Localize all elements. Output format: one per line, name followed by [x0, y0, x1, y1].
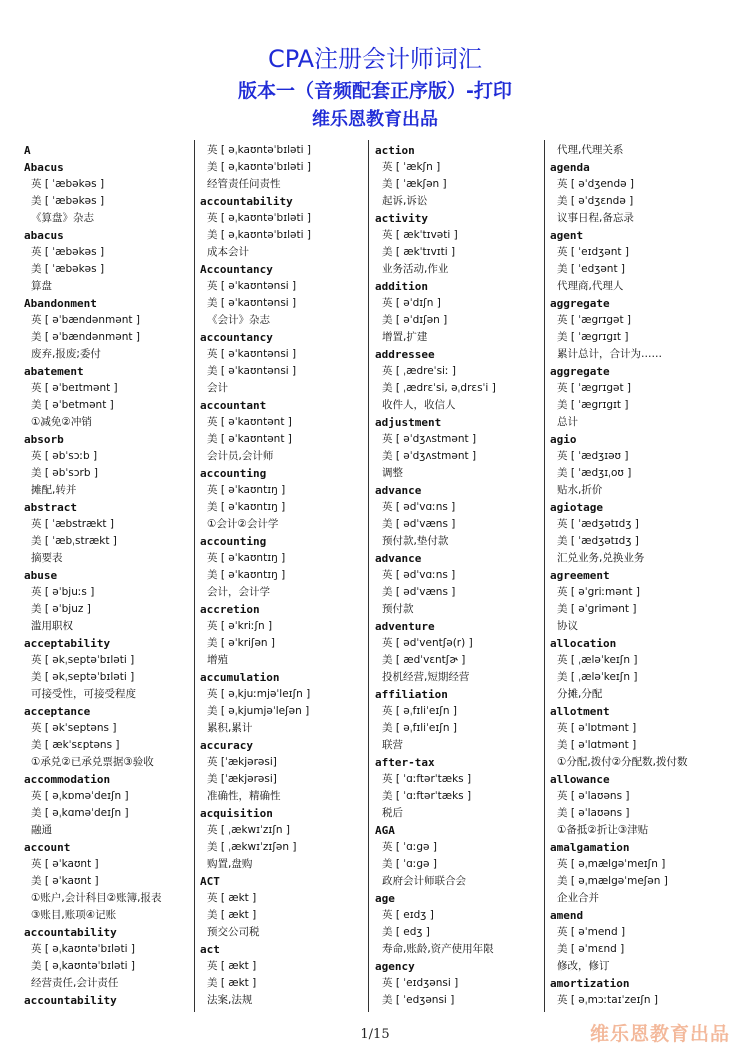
- pronunciation: 美 [ əˈlɑtmənt ]: [557, 739, 637, 751]
- vocab-word: addressee: [375, 348, 435, 361]
- definition: 起诉,诉讼: [382, 195, 428, 207]
- vocab-column-3: [375, 142, 537, 1014]
- vocab-word: after-tax: [375, 756, 435, 769]
- pronunciation: 美 [ əˌkɑməˈdeɪʃn ]: [31, 807, 129, 819]
- vocab-column-2: [200, 142, 362, 1014]
- definition: 收件人，收信人: [382, 399, 456, 411]
- pronunciation: 英 [ ˈægrɪgət ]: [557, 382, 632, 394]
- definition: 废弃,报废;委付: [31, 348, 101, 360]
- vocab-word: amend: [550, 909, 584, 922]
- definition: 预付款,垫付款: [382, 535, 449, 547]
- column-divider: [544, 140, 545, 1012]
- vocab-word: allotment: [550, 705, 610, 718]
- pronunciation: 英 [ ədˈvɑːns ]: [382, 501, 456, 513]
- page-number: 1/15: [360, 1027, 390, 1042]
- pronunciation: 美 [ ˈedʒənsi ]: [382, 994, 455, 1006]
- pronunciation: 美 [ edʒ ]: [382, 926, 430, 938]
- definition: 滥用职权: [31, 620, 73, 632]
- vocab-word: abuse: [24, 569, 58, 582]
- definition: 《算盘》杂志: [31, 212, 94, 224]
- vocab-word: A: [24, 144, 31, 157]
- pronunciation: 美 [ əˌkaʊntəˈbɪləti ]: [31, 960, 135, 972]
- definition: 协议: [557, 620, 578, 632]
- definition: 投机经营,短期经营: [382, 671, 470, 683]
- vocab-word: advance: [375, 552, 422, 565]
- pronunciation: 美 [ ˈedʒənt ]: [557, 263, 626, 275]
- pronunciation: 美 [ əbˈsɔrb ]: [31, 467, 98, 479]
- pronunciation: 英 [ˈækjərəsi]: [207, 756, 277, 768]
- pronunciation: 美 [ ˈægrɪgɪt ]: [557, 331, 629, 343]
- pronunciation: 英 [ ˈæbəkəs ]: [31, 178, 105, 190]
- vocab-word: aggregate: [550, 297, 610, 310]
- vocab-word: adjustment: [375, 416, 442, 429]
- pronunciation: 英 [ ˈɑːgə ]: [382, 841, 437, 853]
- pronunciation: 美 [ ˈæbˌstrækt ]: [31, 535, 117, 547]
- pronunciation: 英 [ əˈlaʊəns ]: [557, 790, 630, 802]
- definition: 摘要表: [31, 552, 63, 564]
- pronunciation: 美 [ ækˈsɛptəns ]: [31, 739, 120, 751]
- definition: 分摊,分配: [557, 688, 603, 700]
- pronunciation: 英 [ ˈæbəkəs ]: [31, 246, 105, 258]
- definition: 调整: [382, 467, 403, 479]
- pronunciation: 美 [ əˌkaʊntəˈbɪləti ]: [207, 161, 311, 173]
- definition: 会计: [207, 382, 228, 394]
- definition: 寿命,账龄,资产使用年限: [382, 943, 494, 955]
- pronunciation: 英 [ ˈæbstrækt ]: [31, 518, 114, 530]
- pronunciation: 英 [ əˌmɔːtaɪˈzeɪʃn ]: [557, 994, 658, 1006]
- vocab-word: accounting: [200, 535, 267, 548]
- vocab-word: Accountancy: [200, 263, 273, 276]
- pronunciation: 英 [ əkˌseptəˈbɪləti ]: [31, 654, 135, 666]
- vocab-word: amortization: [550, 977, 630, 990]
- vocab-word: Abacus: [24, 161, 64, 174]
- pronunciation: 美 [ əˈkaʊntənsi ]: [207, 297, 297, 309]
- pronunciation: 美 [ əˌkaʊntəˈbɪləti ]: [207, 229, 311, 241]
- vocab-word: AGA: [375, 824, 395, 837]
- pronunciation: 美 [ ədˈvæns ]: [382, 518, 456, 530]
- pronunciation: 美 [ əˈmɛnd ]: [557, 943, 625, 955]
- pronunciation: 美 [ ˈɑːgə ]: [382, 858, 437, 870]
- vocab-word: ACT: [200, 875, 220, 888]
- pronunciation: 英 [ əˌkjuːmjəˈleɪʃn ]: [207, 688, 311, 700]
- definition: 增置,扩建: [382, 331, 428, 343]
- definition: ①备抵②折让③津贴: [557, 824, 649, 836]
- pronunciation: 美 [ əˈkaʊnt ]: [31, 875, 99, 887]
- definition: 经管责任问责性: [207, 178, 281, 190]
- pronunciation: 美 [ əˈkaʊntənt ]: [207, 433, 292, 445]
- definition: 修改，修订: [557, 960, 610, 972]
- definition: 累计总计，合计为……: [557, 348, 662, 360]
- pronunciation: 英 [ əˈdʒʌstmənt ]: [382, 433, 477, 445]
- pronunciation: 英 [ ˈægrɪgət ]: [557, 314, 632, 326]
- pronunciation: 英 [ əbˈsɔːb ]: [31, 450, 98, 462]
- vocab-word: acceptance: [24, 705, 91, 718]
- pronunciation: 英 [ ˌækwɪˈzɪʃn ]: [207, 824, 290, 836]
- definition: 总计: [557, 416, 578, 428]
- pronunciation: 美 [ əˌfɪliˈeɪʃn ]: [382, 722, 457, 734]
- pronunciation: 英 [ əˈkaʊntənt ]: [207, 416, 292, 428]
- pronunciation: 英 [ eɪdʒ ]: [382, 909, 434, 921]
- definition: 购置,盘购: [207, 858, 253, 870]
- pronunciation: 美 [ əˈkaʊntɪŋ ]: [207, 501, 286, 513]
- pronunciation: 英 [ ˈeɪdʒənt ]: [557, 246, 629, 258]
- vocab-word: accountability: [24, 926, 117, 939]
- pronunciation: 英 [ əˌkɒməˈdeɪʃn ]: [31, 790, 129, 802]
- pronunciation: 英 [ əˈkaʊntənsi ]: [207, 348, 297, 360]
- vocab-word: accommodation: [24, 773, 111, 786]
- pronunciation: 英 [ ədˈvɑːns ]: [382, 569, 456, 581]
- column-divider: [368, 140, 369, 1012]
- pronunciation: 英 [ əˌkaʊntəˈbɪləti ]: [31, 943, 135, 955]
- document-title: CPA注册会计师词汇: [267, 45, 483, 73]
- definition: 增殖: [207, 654, 228, 666]
- pronunciation: 美 [ ˈædʒɪˌoʊ ]: [557, 467, 632, 479]
- pronunciation: 美 [ əˈbændənmənt ]: [31, 331, 140, 343]
- pronunciation: 美 [ əˈkaʊntənsi ]: [207, 365, 297, 377]
- pronunciation: 英 [ ækt ]: [207, 960, 257, 972]
- definition: 可接受性，可接受程度: [31, 688, 136, 700]
- pronunciation: 英 [ əˈdʒendə ]: [557, 178, 635, 190]
- definition: 摊配,转并: [31, 484, 77, 496]
- vocab-word: activity: [375, 212, 428, 225]
- pronunciation: 英 [ ækt ]: [207, 892, 257, 904]
- pronunciation: 美 [ ˈæbəkəs ]: [31, 263, 105, 275]
- pronunciation: 英 [ əˌmælgəˈmeɪʃn ]: [557, 858, 666, 870]
- pronunciation: 美 [ ˌækwɪˈzɪʃən ]: [207, 841, 297, 853]
- pronunciation: 美 [ ˈɑːftərˈtæks ]: [382, 790, 472, 802]
- vocab-word: acquisition: [200, 807, 273, 820]
- pronunciation: 美 [ əˌmælgəˈmeʃən ]: [557, 875, 668, 887]
- vocab-word: action: [375, 144, 415, 157]
- definition: ③账目,账项④记账: [31, 909, 117, 921]
- pronunciation: 英 [ ˈædʒɪəʊ ]: [557, 450, 629, 462]
- vocab-word: advance: [375, 484, 422, 497]
- vocab-word: agent: [550, 229, 584, 242]
- vocab-word: accountability: [24, 994, 117, 1007]
- pronunciation: 美 [ əˈbjuz ]: [31, 603, 91, 615]
- column-divider: [194, 140, 195, 1012]
- definition: 会计，会计学: [207, 586, 270, 598]
- pronunciation: 英 [ ədˈventʃə(r) ]: [382, 637, 473, 649]
- vocab-word: abatement: [24, 365, 84, 378]
- pronunciation: 英 [ əˈkaʊnt ]: [31, 858, 99, 870]
- pronunciation: 英 [ əˌfɪliˈeɪʃn ]: [382, 705, 457, 717]
- definition: 议事日程,备忘录: [557, 212, 634, 224]
- definition: 融通: [31, 824, 52, 836]
- definition: 成本会计: [207, 246, 249, 258]
- vocab-word: abacus: [24, 229, 64, 242]
- pronunciation: 美 [ əˈkaʊntɪŋ ]: [207, 569, 286, 581]
- pronunciation: 美 [ əˈkriʃən ]: [207, 637, 276, 649]
- vocab-word: agiotage: [550, 501, 603, 514]
- definition: 会计员,会计师: [207, 450, 274, 462]
- vocab-word: accountability: [200, 195, 293, 208]
- pronunciation: 美 [ ˈædʒətɪdʒ ]: [557, 535, 639, 547]
- vocab-word: agreement: [550, 569, 610, 582]
- definition: ①会计②会计学: [207, 518, 279, 530]
- vocab-word: amalgamation: [550, 841, 630, 854]
- pronunciation: 美 [ əkˌseptəˈbɪləti ]: [31, 671, 135, 683]
- vocab-word: agency: [375, 960, 415, 973]
- pronunciation: 美 [ əˈdʒʌstmənt ]: [382, 450, 477, 462]
- pronunciation: 英 [ ˈædʒətɪdʒ ]: [557, 518, 639, 530]
- pronunciation: 美 [ ædˈvɛntʃɚ ]: [382, 654, 466, 666]
- definition: 累积,累计: [207, 722, 253, 734]
- pronunciation: 美 [ əˈbetmənt ]: [31, 399, 114, 411]
- definition: 预付款: [382, 603, 414, 615]
- vocab-word: Abandonment: [24, 297, 97, 310]
- pronunciation: 美 [ˈækjərəsi]: [207, 773, 277, 785]
- definition: ①账户,会计科目②账簿,报表: [31, 892, 162, 904]
- definition: 企业合并: [557, 892, 599, 904]
- vocab-word: aggregate: [550, 365, 610, 378]
- pronunciation: 美 [ ədˈvæns ]: [382, 586, 456, 598]
- pronunciation: 美 [ əˈdɪʃən ]: [382, 314, 448, 326]
- vocab-word: accountant: [200, 399, 267, 412]
- pronunciation: 英 [ əˈkaʊntɪŋ ]: [207, 484, 286, 496]
- pronunciation: 英 [ ˈɑːftərˈtæks ]: [382, 773, 472, 785]
- vocab-word: allocation: [550, 637, 617, 650]
- definition: 汇兑业务,兑换业务: [557, 552, 645, 564]
- vocab-word: accuracy: [200, 739, 253, 752]
- vocab-word: addition: [375, 280, 428, 293]
- definition: 法案,法规: [207, 994, 253, 1006]
- vocab-word: agio: [550, 433, 577, 446]
- definition: 《会计》杂志: [207, 314, 270, 326]
- vocab-word: accumulation: [200, 671, 280, 684]
- document-subtitle: 版本一（音频配套正序版）-打印: [238, 80, 512, 102]
- pronunciation: 英 [ əˈdɪʃn ]: [382, 297, 441, 309]
- pronunciation: 英 [ əˌkaʊntəˈbɪləti ]: [207, 212, 311, 224]
- vocab-column-4: [550, 142, 728, 1014]
- pronunciation: 英 [ əkˈseptəns ]: [31, 722, 117, 734]
- definition: 预交公司税: [207, 926, 260, 938]
- pronunciation: 美 [ əˈgrimənt ]: [557, 603, 637, 615]
- pronunciation: 美 [ ækt ]: [207, 909, 257, 921]
- vocab-word: age: [375, 892, 395, 905]
- vocab-word: abstract: [24, 501, 77, 514]
- vocab-word: accretion: [200, 603, 260, 616]
- pronunciation: 英 [ ˌædreˈsiː ]: [382, 365, 456, 377]
- pronunciation: 英 [ əˈbjuːs ]: [31, 586, 95, 598]
- pronunciation: 英 [ əˈkaʊntɪŋ ]: [207, 552, 286, 564]
- pronunciation: 美 [ ˈæbəkəs ]: [31, 195, 105, 207]
- definition: 联营: [382, 739, 403, 751]
- pronunciation: 英 [ ˈækʃn ]: [382, 161, 441, 173]
- pronunciation: 美 [ ækt ]: [207, 977, 257, 989]
- pronunciation: 英 [ əˈgriːmənt ]: [557, 586, 640, 598]
- pronunciation: 美 [ ˈækʃən ]: [382, 178, 447, 190]
- pronunciation: 英 [ ˌæləˈkeɪʃn ]: [557, 654, 638, 666]
- definition: 代理,代理关系: [557, 144, 624, 156]
- definition: 准确性，精确性: [207, 790, 281, 802]
- vocab-word: allowance: [550, 773, 610, 786]
- vocab-word: account: [24, 841, 71, 854]
- pronunciation: 美 [ əˈdʒɛndə ]: [557, 195, 634, 207]
- vocab-word: adventure: [375, 620, 435, 633]
- pronunciation: 英 [ əˌkaʊntəˈbɪləti ]: [207, 144, 311, 156]
- definition: ①分配,拨付②分配数,拨付数: [557, 756, 688, 768]
- vocab-word: affiliation: [375, 688, 448, 701]
- pronunciation: 英 [ ækˈtɪvəti ]: [382, 229, 458, 241]
- vocab-column-1: [24, 142, 190, 1014]
- definition: ①减免②冲销: [31, 416, 92, 428]
- pronunciation: 美 [ ˌædrɛˈsi, əˌdrɛsˈi ]: [382, 382, 496, 394]
- pronunciation: 英 [ əˈlɒtmənt ]: [557, 722, 637, 734]
- pronunciation: 英 [ əˈkriːʃn ]: [207, 620, 273, 632]
- pronunciation: 英 [ əˈmend ]: [557, 926, 626, 938]
- vocab-word: absorb: [24, 433, 64, 446]
- pronunciation: 美 [ əˈlaʊəns ]: [557, 807, 630, 819]
- watermark-logo: 维乐恩教育出品: [590, 1023, 731, 1045]
- pronunciation: 美 [ ækˈtɪvɪti ]: [382, 246, 456, 258]
- pronunciation: 美 [ ˈægrɪgɪt ]: [557, 399, 629, 411]
- definition: 算盘: [31, 280, 52, 292]
- definition: 政府会计师联合会: [382, 875, 466, 887]
- vocab-word: accountancy: [200, 331, 273, 344]
- pronunciation: 英 [ ˈeɪdʒənsi ]: [382, 977, 459, 989]
- pronunciation: 英 [ əˈkaʊntənsi ]: [207, 280, 297, 292]
- pronunciation: 美 [ ˌæləˈkeɪʃn ]: [557, 671, 638, 683]
- vocab-word: act: [200, 943, 220, 956]
- vocab-word: agenda: [550, 161, 590, 174]
- pronunciation: 美 [ əˌkjumjəˈleʃən ]: [207, 705, 310, 717]
- definition: 税后: [382, 807, 403, 819]
- definition: 贴水,折价: [557, 484, 603, 496]
- definition: ①承兑②已承兑票据③验收: [31, 756, 154, 768]
- publisher-line: 维乐恩教育出品: [312, 109, 438, 130]
- pronunciation: 英 [ əˈbændənmənt ]: [31, 314, 140, 326]
- pronunciation: 英 [ əˈbeɪtmənt ]: [31, 382, 118, 394]
- vocab-word: acceptability: [24, 637, 111, 650]
- vocab-word: accounting: [200, 467, 267, 480]
- definition: 业务活动,作业: [382, 263, 449, 275]
- definition: 经营责任,会计责任: [31, 977, 119, 989]
- definition: 代理商,代理人: [557, 280, 624, 292]
